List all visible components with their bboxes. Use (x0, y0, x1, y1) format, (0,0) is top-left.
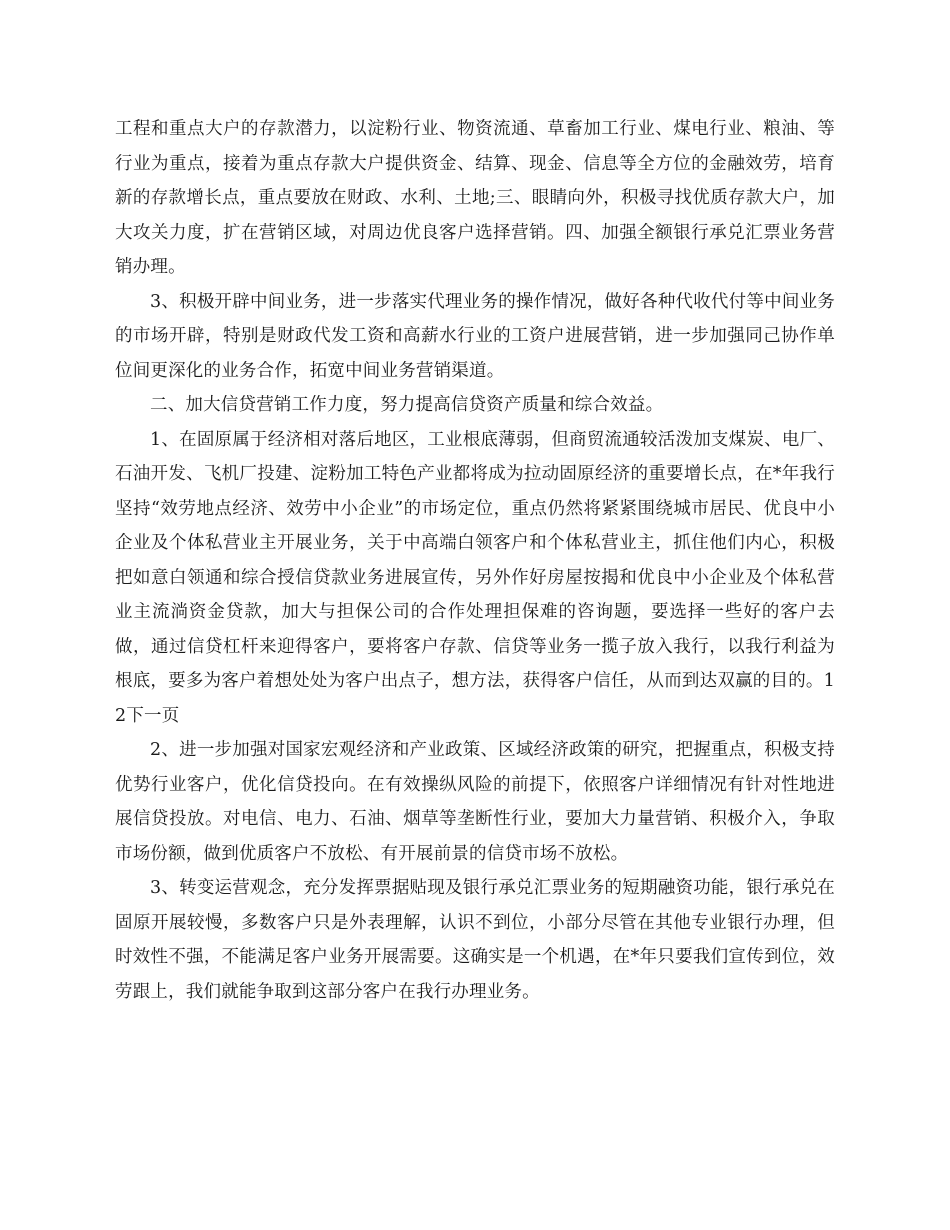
paragraph-4: 1、在固原属于经济相对落后地区，工业根底薄弱，但商贸流通较活泼加支煤炭、电厂、石油开发、飞机厂投建、淀粉加工特色产业都将成为拉动固原经济的重要增长点，在*年我行坚持“效劳地点经济、效劳中小企业”的市场定位，重点仍然将紧紧围绕城市居民、优良中小企业及个体私营业主开展业务，关于中高端白领客户和个体私营业主，抓住他们内心，积极把如意白领通和综合授信贷款业务进展宣传，另外作好房屋按揭和优良中小企业及个体私营业主流淌资金贷款，加大与担保公司的合作处理担保难的咨询题，要选择一些好的客户去做，通过信贷杠杆来迎得客户，要将客户存款、信贷等业务一揽子放入我行，以我行利益为根底，要多为客户着想处处为客户出点子，想方法，获得客户信任，从而到达双赢的目的。12下一页 (115, 429, 835, 726)
paragraph-6: 3、转变运营观念，充分发挥票据贴现及银行承兑汇票业务的短期融资功能，银行承兑在固原开展较慢，多数客户只是外表理解，认识不到位，小部分尽管在其他专业银行办理，但时效性不强，不能满足客户业务开展需要。这确实是一个机遇，在*年只要我们宣传到位，效劳跟上，我们就能争取到这部分客户在我行办理业务。 (115, 878, 835, 1002)
paragraph-1: 工程和重点大户的存款潜力，以淀粉行业、物资流通、草畜加工行业、煤电行业、粮油、等行业为重点，接着为重点存款大户提供资金、结算、现金、信息等全方位的金融效劳，培育新的存款增长点，重点要放在财政、水利、土地;三、眼睛向外，积极寻找优质存款大户，加大攻关力度，扩在营销区域，对周边优良客户选择营销。四、加强全额银行承兑汇票业务营销办理。 (115, 119, 835, 277)
document-body (115, 112, 835, 1009)
paragraph-3: 二、加大信贷营销工作力度，努力提高信贷资产质量和综合效益。 (150, 395, 664, 415)
paragraph-5: 2、进一步加强对国家宏观经济和产业政策、区域经济政策的研究，把握重点，积极支持优势行业客户，优化信贷投向。在有效操纵风险的前提下，依照客户详细情况有针对性地进展信贷投放。对电信、电力、石油、烟草等垄断性行业，要加大力量营销、积极介入，争取市场份额，做到优质客户不放松、有开展前景的信贷市场不放松。 (115, 740, 835, 864)
paragraph-2: 3、积极开辟中间业务，进一步落实代理业务的操作情况，做好各种代收代付等中间业务的市场开辟，特别是财政代发工资和高薪水行业的工资户进展营销，进一步加强同己协作单位间更深化的业务合作，拓宽中间业务营销渠道。 (115, 291, 835, 381)
